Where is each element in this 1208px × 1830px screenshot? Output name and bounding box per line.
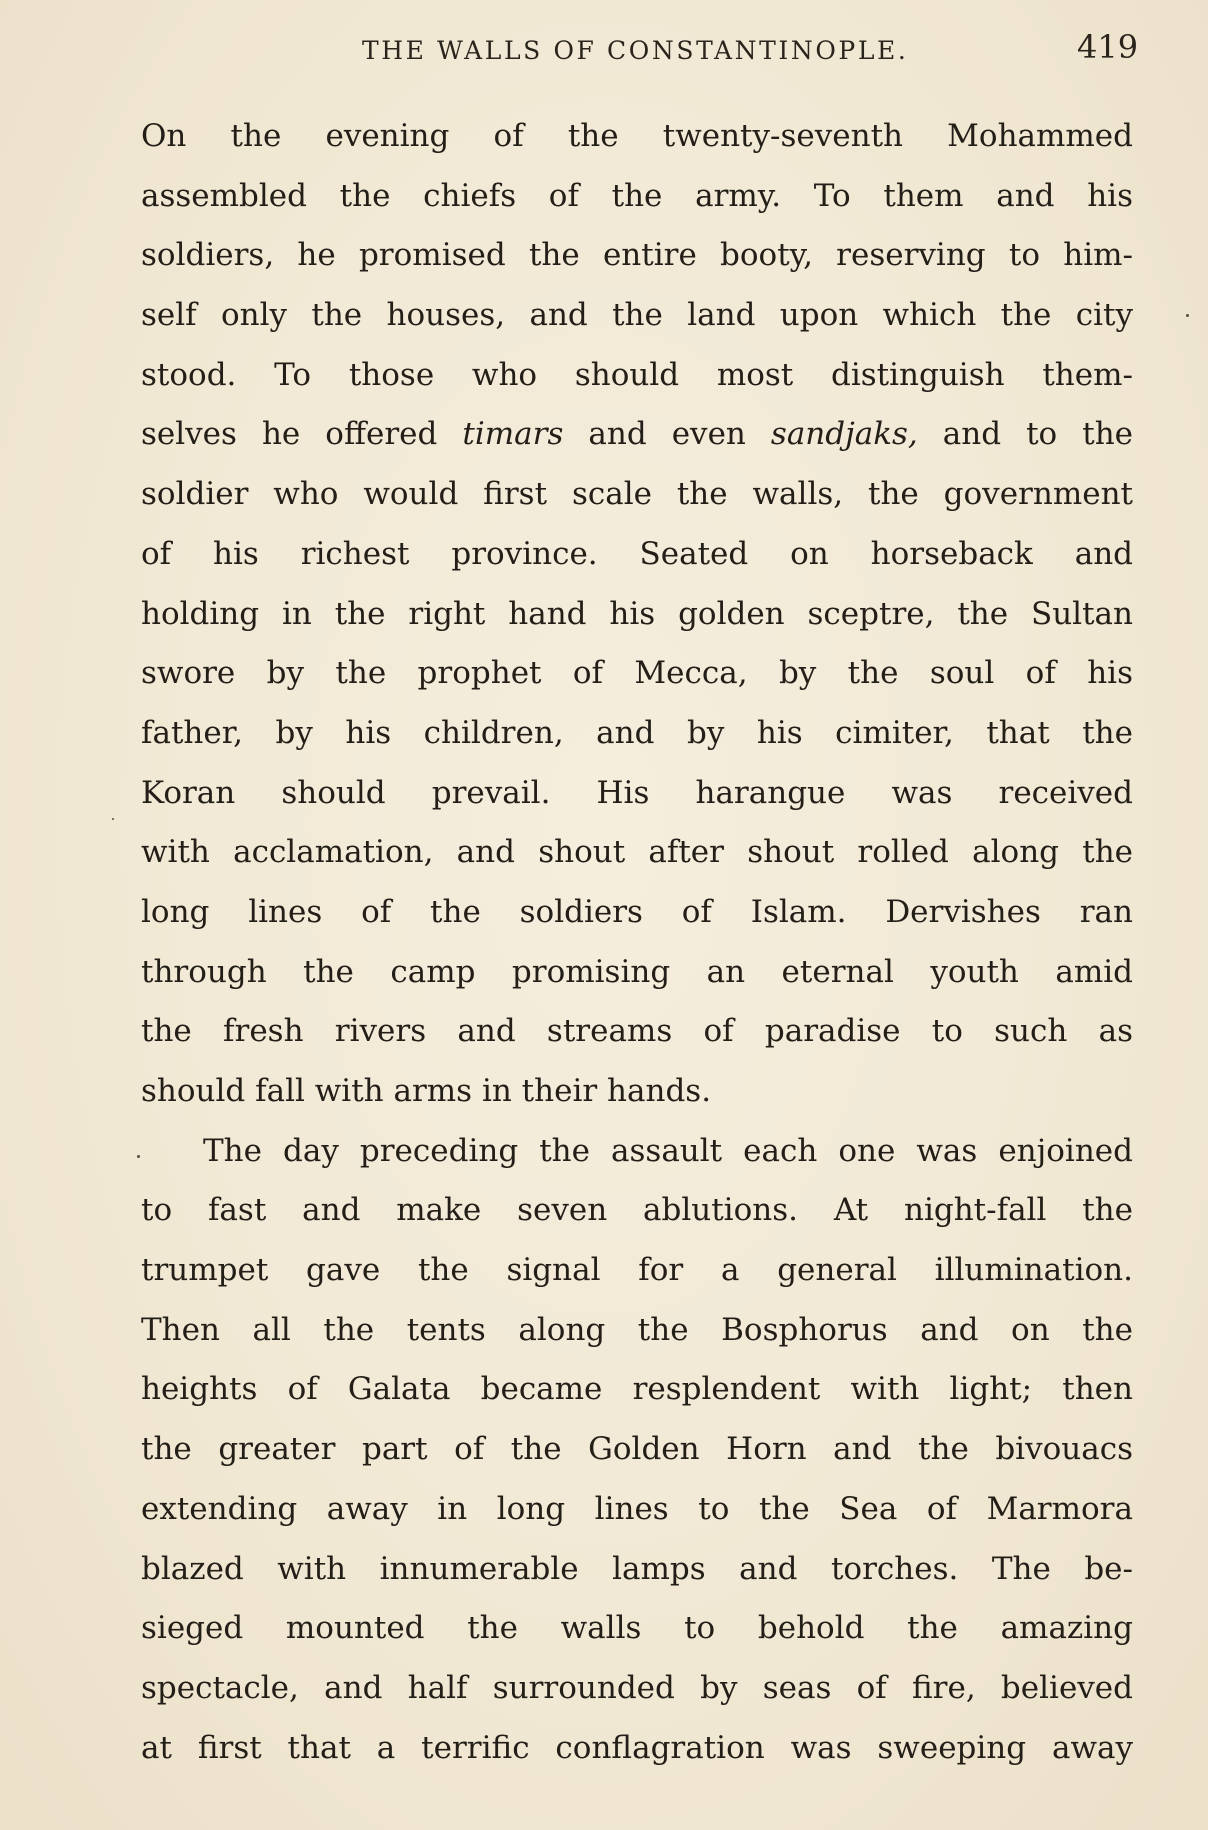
paper-speck bbox=[137, 1155, 140, 1158]
text-line: father, by his children, and by his cimiter, that the bbox=[141, 714, 1133, 751]
text-line: to fast and make seven ablutions. At night-fall the bbox=[141, 1192, 1133, 1229]
text-line: Then all the tents along the Bosphorus and on the bbox=[141, 1311, 1133, 1348]
italic-term-timars: timars bbox=[462, 416, 564, 453]
body-text bbox=[141, 107, 1133, 1778]
text-line: holding in the right hand his golden sceptre, the Sultan bbox=[141, 595, 1133, 632]
text-line: with acclamation, and shout after shout rolled along the bbox=[141, 834, 1133, 871]
text-line: blazed with innumerable lamps and torches. The be- bbox=[141, 1550, 1133, 1587]
text-line: at first that a terrific conflagration was sweeping away bbox=[141, 1729, 1133, 1766]
text-line: spectacle, and half surrounded by seas of fire, believed bbox=[141, 1669, 1133, 1706]
text-line: Koran should prevail. His harangue was received bbox=[141, 774, 1133, 811]
running-title: THE WALLS OF CONSTANTINOPLE. bbox=[362, 36, 909, 65]
text-line: trumpet gave the signal for a general illumination. bbox=[141, 1252, 1133, 1289]
text-line: extending away in long lines to the Sea of Marmora bbox=[141, 1490, 1133, 1527]
text-line: swore by the prophet of Mecca, by the soul of his bbox=[141, 655, 1133, 692]
text-fragment: and to the bbox=[942, 416, 1133, 453]
italic-term-sandjaks: sandjaks, bbox=[770, 416, 918, 453]
text-line: assembled the chiefs of the army. To them and his bbox=[141, 177, 1133, 214]
text-line: self only the houses, and the land upon which the city bbox=[141, 297, 1133, 334]
text-line: stood. To those who should most distinguish them- bbox=[141, 356, 1133, 393]
text-line: soldier who would first scale the walls, the government bbox=[141, 476, 1133, 513]
paper-speck bbox=[112, 818, 114, 820]
text-line: heights of Galata became resplendent with light; then bbox=[141, 1371, 1133, 1408]
text-line: long lines of the soldiers of Islam. Dervishes ran bbox=[141, 893, 1133, 930]
paper-speck bbox=[1186, 314, 1189, 317]
text-line: the fresh rivers and streams of paradise to such as bbox=[141, 1013, 1133, 1050]
text-line: sieged mounted the walls to behold the amazing bbox=[141, 1610, 1133, 1647]
text-line-with-italics bbox=[141, 405, 1133, 465]
paragraph-first-line: The day preceding the assault each one was enjoined bbox=[203, 1132, 1133, 1169]
text-fragment: and even bbox=[588, 416, 746, 453]
text-line: the greater part of the Golden Horn and the bivouacs bbox=[141, 1431, 1133, 1468]
text-line: of his richest province. Seated on horseback and bbox=[141, 535, 1133, 572]
text-line: through the camp promising an eternal youth amid bbox=[141, 953, 1133, 990]
text-line: should fall with arms in their hands. bbox=[141, 1073, 712, 1109]
page-number: 419 bbox=[1077, 28, 1139, 66]
text-fragment: selves he offered bbox=[141, 416, 438, 453]
running-head bbox=[0, 28, 1208, 68]
text-line: On the evening of the twenty-seventh Mohammed bbox=[141, 118, 1133, 154]
text-line: soldiers, he promised the entire booty, reserving to him- bbox=[141, 237, 1133, 274]
